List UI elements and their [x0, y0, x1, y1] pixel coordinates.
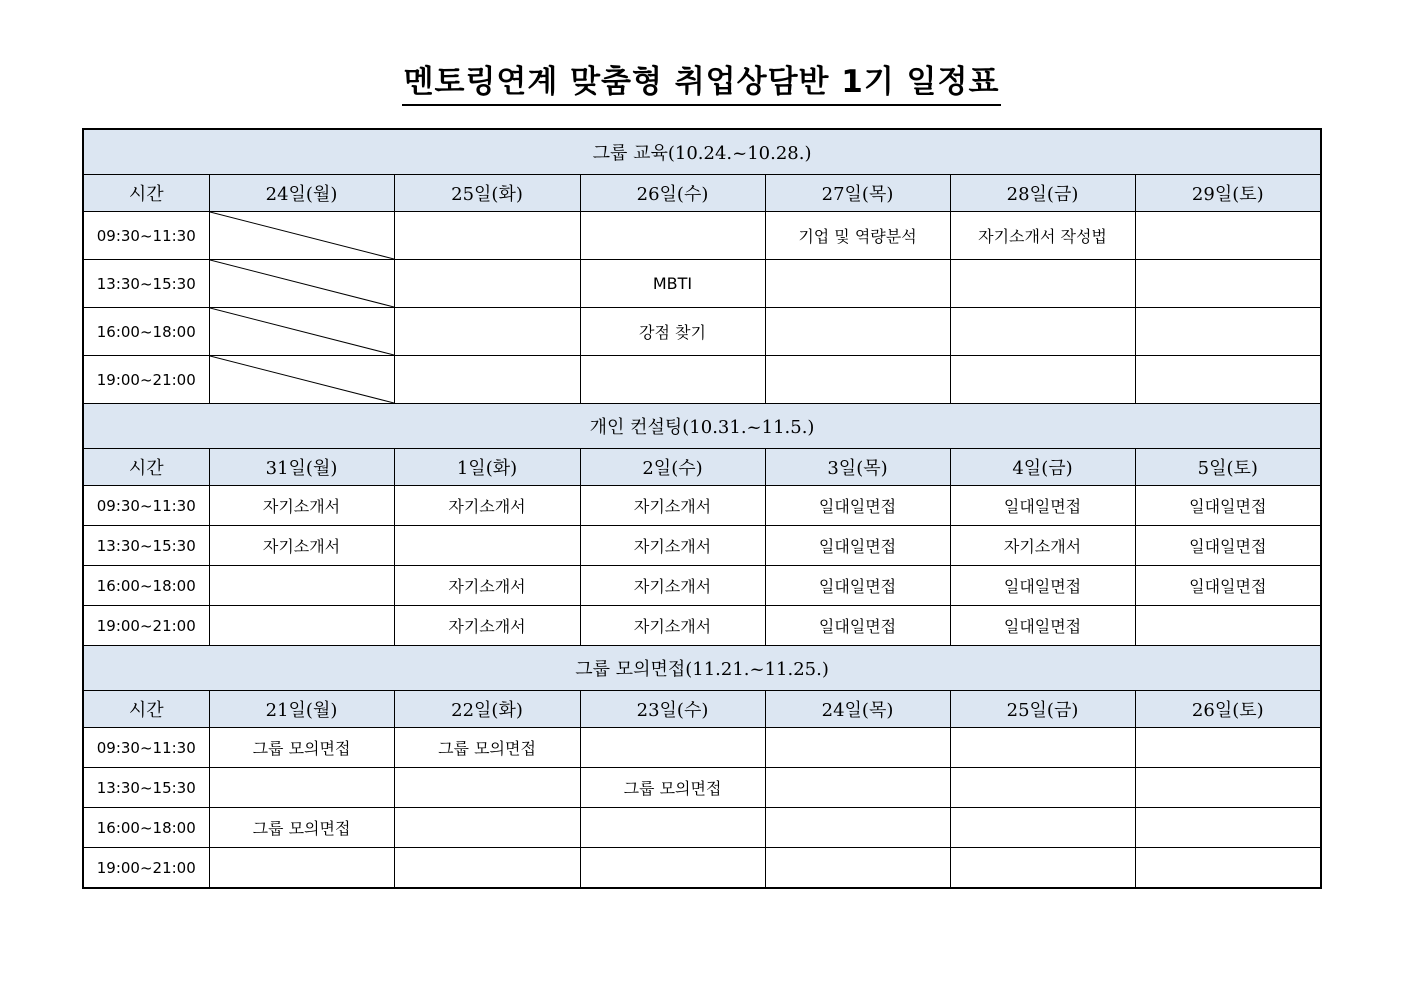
time-header: 시간 [83, 691, 209, 728]
section-title: 개인 컨설팅(10.31.~11.5.) [83, 404, 1321, 449]
schedule-cell [1135, 808, 1321, 848]
unavailable-cell [209, 308, 394, 356]
schedule-cell: 자기소개서 [209, 526, 394, 566]
schedule-cell [394, 808, 580, 848]
time-slot: 19:00~21:00 [83, 848, 209, 889]
schedule-cell: 자기소개서 [394, 606, 580, 646]
unavailable-cell [209, 260, 394, 308]
schedule-cell [950, 356, 1135, 404]
schedule-cell [765, 308, 950, 356]
day-header: 25일(금) [950, 691, 1135, 728]
schedule-cell: 일대일면접 [765, 526, 950, 566]
schedule-cell: 그룹 모의면접 [580, 768, 765, 808]
day-header: 26일(수) [580, 175, 765, 212]
schedule-cell: 자기소개서 [394, 566, 580, 606]
schedule-cell [765, 768, 950, 808]
schedule-cell [1135, 768, 1321, 808]
schedule-table [82, 128, 1322, 889]
schedule-cell [580, 848, 765, 889]
schedule-cell: 그룹 모의면접 [209, 808, 394, 848]
schedule-cell [950, 848, 1135, 889]
schedule-cell: 자기소개서 [580, 526, 765, 566]
schedule-cell [394, 848, 580, 889]
time-slot: 09:30~11:30 [83, 728, 209, 768]
schedule-cell [950, 808, 1135, 848]
schedule-cell [209, 606, 394, 646]
schedule-cell [765, 356, 950, 404]
schedule-cell: 일대일면접 [950, 606, 1135, 646]
schedule-cell [1135, 356, 1321, 404]
time-slot: 13:30~15:30 [83, 260, 209, 308]
schedule-cell: 일대일면접 [950, 486, 1135, 526]
header-row [83, 691, 1321, 728]
table-row [83, 728, 1321, 768]
schedule-cell: 일대일면접 [765, 606, 950, 646]
schedule-cell: 자기소개서 [580, 566, 765, 606]
day-header: 31일(월) [209, 449, 394, 486]
table-row [83, 566, 1321, 606]
section-row [83, 646, 1321, 691]
table-row [83, 848, 1321, 889]
time-slot: 16:00~18:00 [83, 308, 209, 356]
schedule-cell [950, 728, 1135, 768]
table-row [83, 808, 1321, 848]
diagonal-slash [210, 356, 394, 403]
time-header: 시간 [83, 449, 209, 486]
schedule-cell [209, 848, 394, 889]
table-row [83, 308, 1321, 356]
section-row [83, 129, 1321, 175]
schedule-cell [580, 808, 765, 848]
schedule-cell [765, 728, 950, 768]
time-slot: 19:00~21:00 [83, 606, 209, 646]
time-slot: 19:00~21:00 [83, 356, 209, 404]
table-row [83, 260, 1321, 308]
time-slot: 13:30~15:30 [83, 768, 209, 808]
day-header: 24일(월) [209, 175, 394, 212]
table-row [83, 212, 1321, 260]
day-header: 21일(월) [209, 691, 394, 728]
schedule-cell: 그룹 모의면접 [209, 728, 394, 768]
schedule-cell [765, 808, 950, 848]
schedule-cell [765, 848, 950, 889]
schedule-cell [1135, 606, 1321, 646]
schedule-cell [950, 260, 1135, 308]
schedule-cell [209, 566, 394, 606]
time-slot: 16:00~18:00 [83, 808, 209, 848]
schedule-cell [394, 308, 580, 356]
schedule-cell [394, 526, 580, 566]
unavailable-cell [209, 356, 394, 404]
diagonal-slash [210, 260, 394, 307]
section-row [83, 404, 1321, 449]
time-slot: 09:30~11:30 [83, 212, 209, 260]
table-row [83, 526, 1321, 566]
time-slot: 13:30~15:30 [83, 526, 209, 566]
schedule-cell: 자기소개서 [950, 526, 1135, 566]
schedule-cell: 그룹 모의면접 [394, 728, 580, 768]
table-row [83, 768, 1321, 808]
table-row [83, 606, 1321, 646]
day-header: 26일(토) [1135, 691, 1321, 728]
schedule-cell [950, 768, 1135, 808]
schedule-cell [580, 356, 765, 404]
schedule-cell: 자기소개서 [580, 486, 765, 526]
time-header: 시간 [83, 175, 209, 212]
schedule-cell [209, 768, 394, 808]
schedule-cell: 자기소개서 [394, 486, 580, 526]
day-header: 27일(목) [765, 175, 950, 212]
schedule-cell [1135, 848, 1321, 889]
header-row [83, 175, 1321, 212]
table-row [83, 486, 1321, 526]
schedule-cell [394, 212, 580, 260]
day-header: 4일(금) [950, 449, 1135, 486]
day-header: 28일(금) [950, 175, 1135, 212]
unavailable-cell [209, 212, 394, 260]
section-title: 그룹 모의면접(11.21.~11.25.) [83, 646, 1321, 691]
schedule-cell [1135, 308, 1321, 356]
time-slot: 16:00~18:00 [83, 566, 209, 606]
schedule-cell: MBTI [580, 260, 765, 308]
diagonal-slash [210, 308, 394, 355]
table-row [83, 356, 1321, 404]
day-header: 29일(토) [1135, 175, 1321, 212]
day-header: 1일(화) [394, 449, 580, 486]
diagonal-slash [210, 212, 394, 259]
day-header: 24일(목) [765, 691, 950, 728]
day-header: 3일(목) [765, 449, 950, 486]
schedule-cell [394, 768, 580, 808]
schedule-cell [394, 356, 580, 404]
schedule-cell [1135, 260, 1321, 308]
time-slot: 09:30~11:30 [83, 486, 209, 526]
section-title: 그룹 교육(10.24.~10.28.) [83, 129, 1321, 175]
schedule-cell [950, 308, 1135, 356]
schedule-cell: 자기소개서 [209, 486, 394, 526]
page-title: 멘토링연계 맞춤형 취업상담반 1기 일정표 [402, 62, 1002, 106]
day-header: 2일(수) [580, 449, 765, 486]
schedule-cell: 강점 찾기 [580, 308, 765, 356]
schedule-cell: 일대일면접 [1135, 486, 1321, 526]
schedule-cell [1135, 212, 1321, 260]
day-header: 22일(화) [394, 691, 580, 728]
schedule-cell: 자기소개서 [580, 606, 765, 646]
schedule-cell: 자기소개서 작성법 [950, 212, 1135, 260]
schedule-cell [1135, 728, 1321, 768]
schedule-cell: 일대일면접 [765, 566, 950, 606]
schedule-cell [580, 728, 765, 768]
schedule-cell: 일대일면접 [1135, 526, 1321, 566]
schedule-cell [580, 212, 765, 260]
schedule-cell [394, 260, 580, 308]
schedule-cell: 기업 및 역량분석 [765, 212, 950, 260]
day-header: 23일(수) [580, 691, 765, 728]
schedule-cell [765, 260, 950, 308]
day-header: 25일(화) [394, 175, 580, 212]
schedule-cell: 일대일면접 [1135, 566, 1321, 606]
header-row [83, 449, 1321, 486]
day-header: 5일(토) [1135, 449, 1321, 486]
schedule-cell: 일대일면접 [950, 566, 1135, 606]
schedule-cell: 일대일면접 [765, 486, 950, 526]
